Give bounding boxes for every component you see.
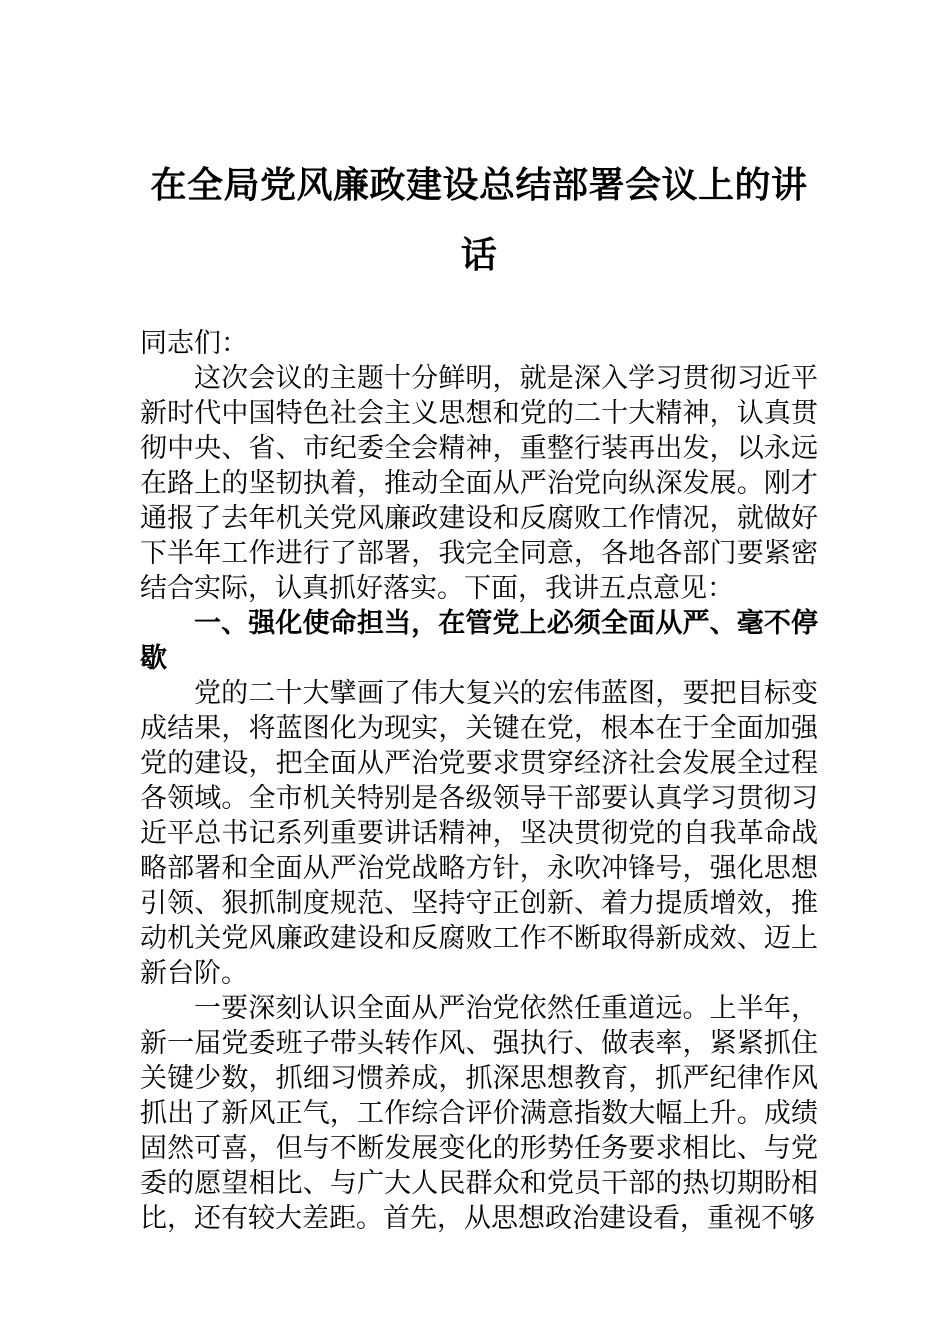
document-body (140, 326, 818, 1236)
paragraph-section1-body: 党的二十大擘画了伟大复兴的宏伟蓝图，要把目标变成结果，将蓝图化为现实，关键在党，根本在于全面加强党的建设，把全面从严治党要求贯穿经济社会发展全过程各领域。全市机关特别是各级领导干部要认真学习贯彻习近平总书记系列重要讲话精神，坚决贯彻党的自我革命战略部署和全面从严治党战略方针，永吹冲锋号，强化思想引领、狠抓制度规范、坚持守正创新、着力提质增效，推动机关党风廉政建设和反腐败工作不断取得新成效、迈上新台阶。 (140, 678, 818, 988)
paragraph-section1-point1: 一要深刻认识全面从严治党依然任重道远。上半年，新一届党委班子带头转作风、强执行、做表率，紧紧抓住关键少数，抓细习惯养成，抓深思想教育，抓严纪律作风抓出了新风正气，工作综合评价满意指数大幅上升。成绩固然可喜，但与不断发展变化的形势任务要求相比、与党委的愿望相比、与广大人民群众和党员干部的热切期盼相比，还有较大差距。首先，从思想政治建设看，重视不够 (140, 993, 818, 1233)
section-heading-1: 一、强化使命担当，在管党上必须全面从严、毫不停歇 (140, 608, 818, 673)
document-title: 在全局党风廉政建设总结部署会议上的讲话 (150, 164, 808, 275)
paragraph-salutation: 同志们： (140, 328, 248, 358)
paragraph-intro: 这次会议的主题十分鲜明，就是深入学习贯彻习近平新时代中国特色社会主义思想和党的二十大精神，认真贯彻中央、省、市纪委全会精神，重整行装再出发，以永远在路上的坚韧执着，推动全面从严治党向纵深发展。刚才通报了去年机关党风廉政建设和反腐败工作情况，就做好下半年工作进行了部署，我完全同意，各地各部门要紧密结合实际，认真抓好落实。下面，我讲五点意见： (140, 363, 818, 603)
